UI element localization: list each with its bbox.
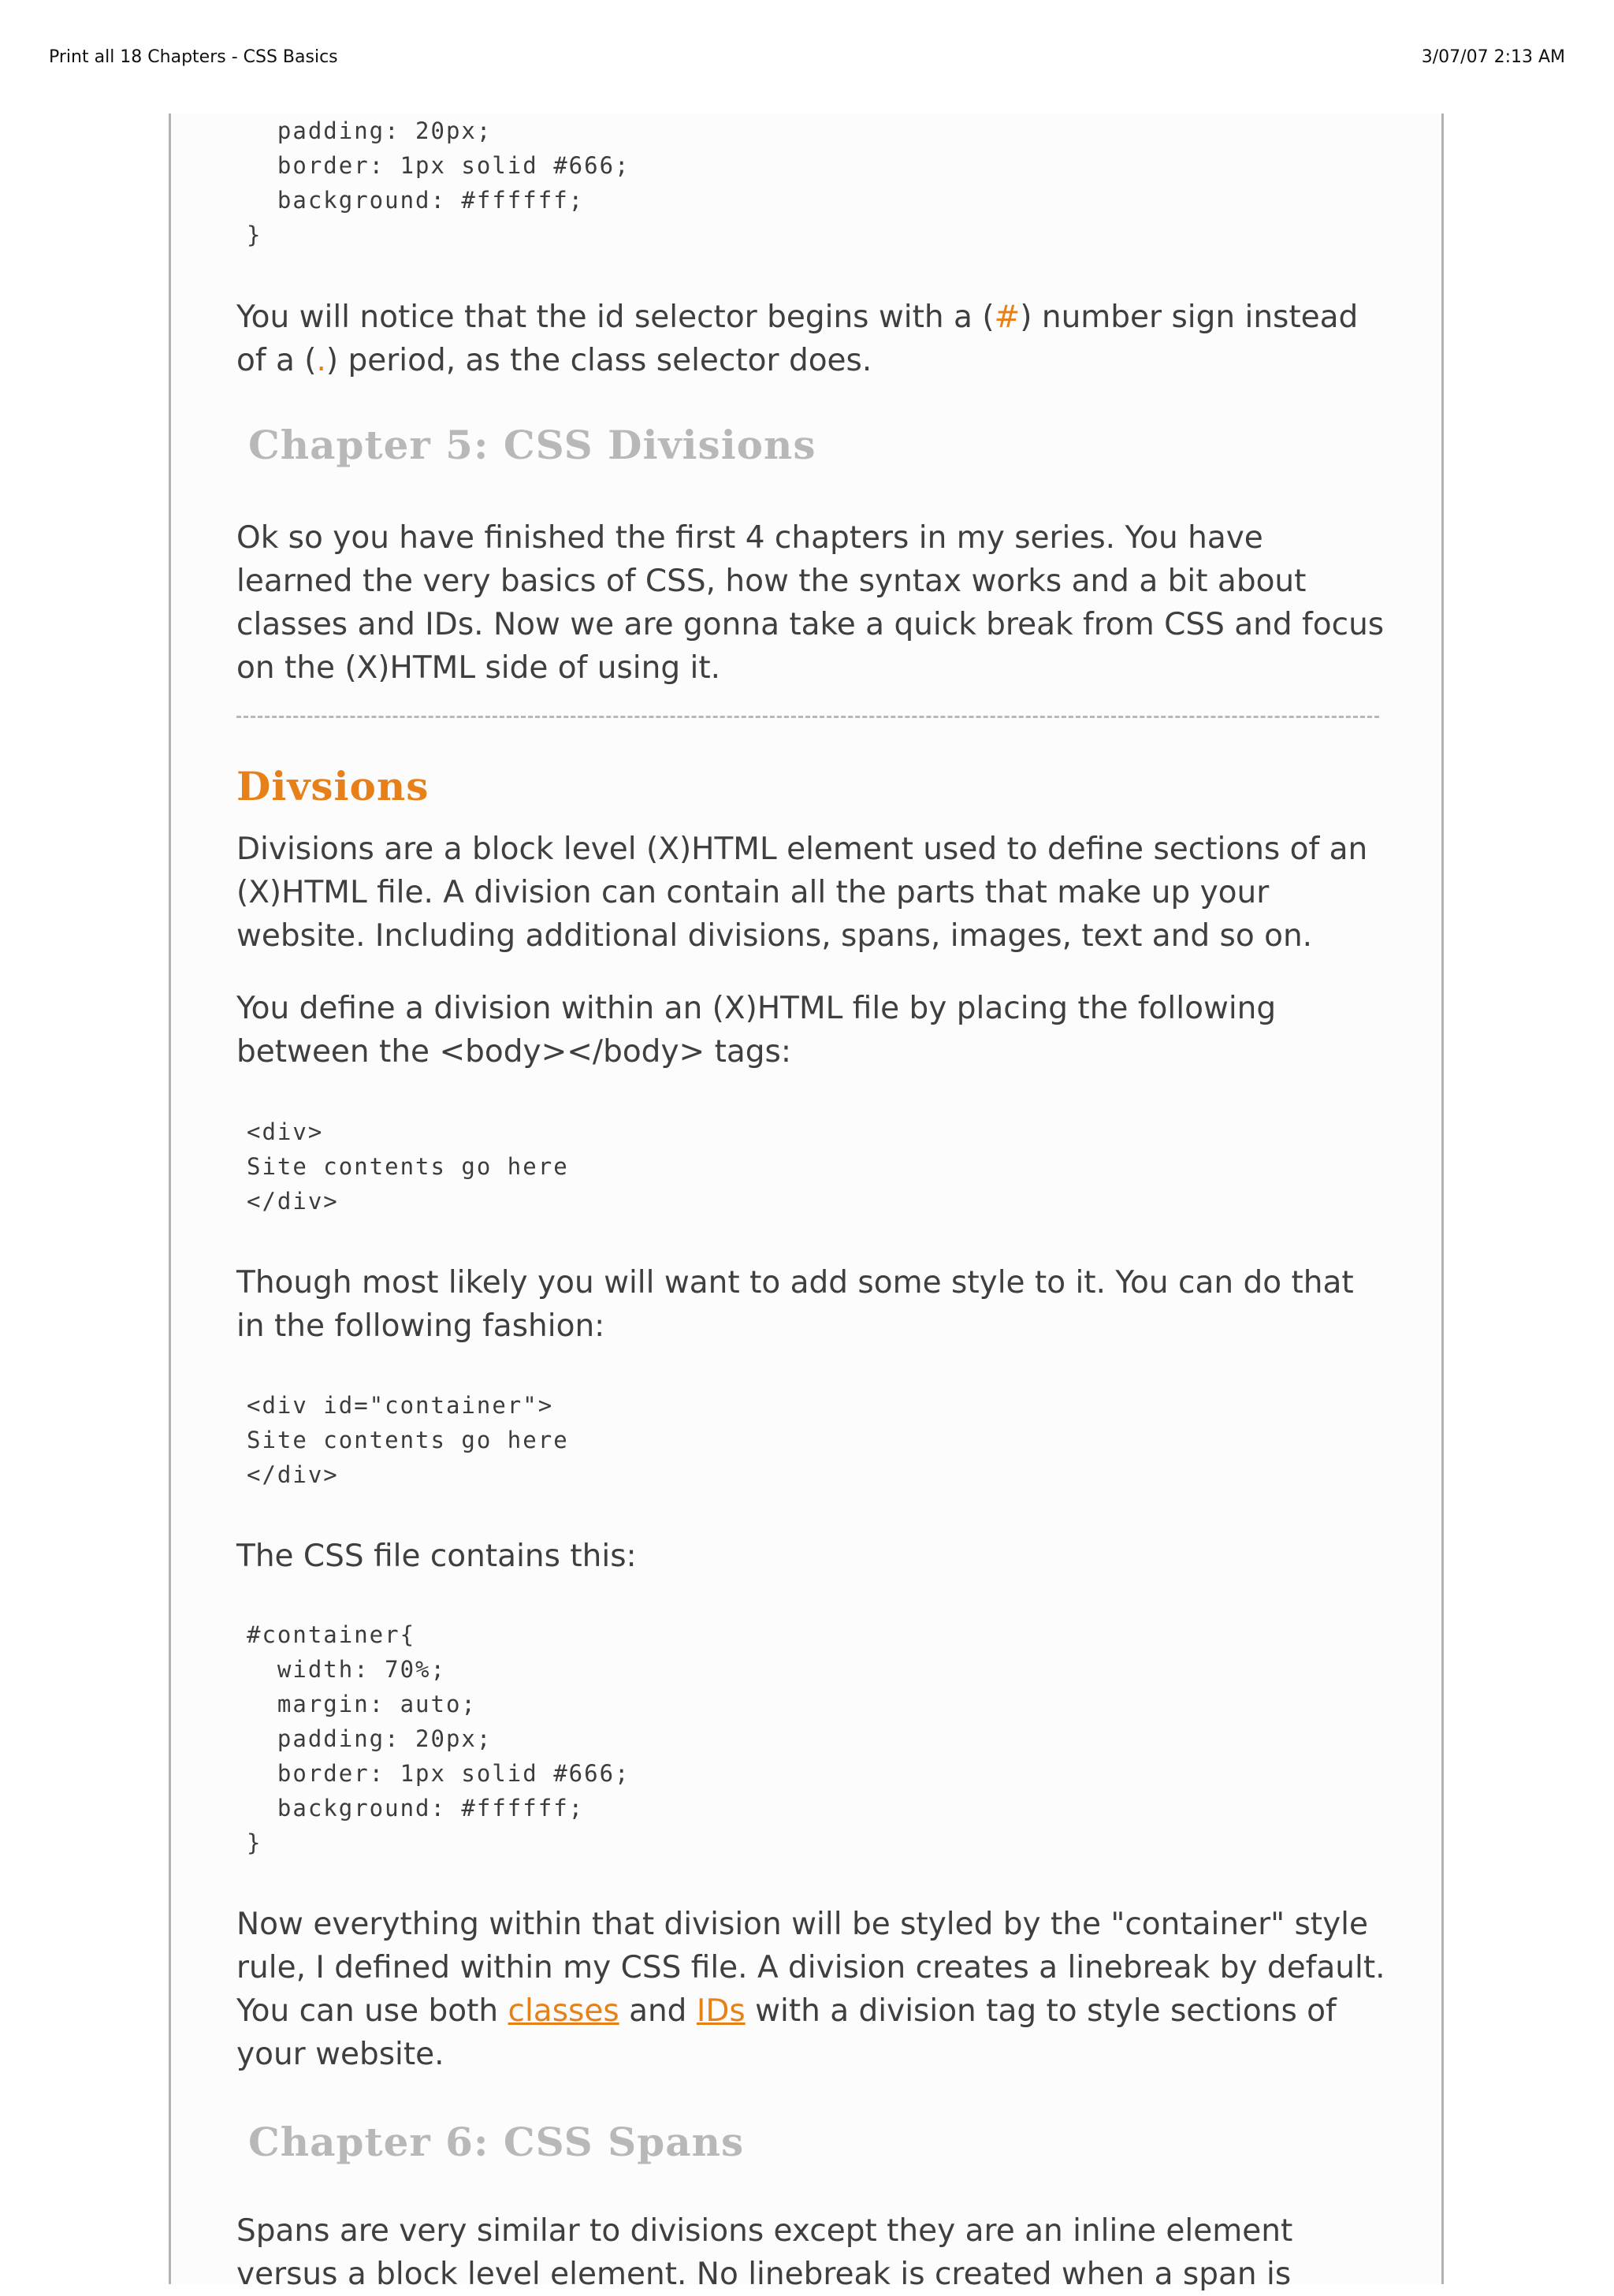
ids-link[interactable]: IDs <box>696 1993 746 2029</box>
code-block-top: padding: 20px; border: 1px solid #666; background: #ffffff; } <box>247 117 630 248</box>
paragraph-id-selector-part2: ) number sign instead of a ( <box>236 300 1359 378</box>
hash-symbol: # <box>994 300 1021 335</box>
paragraph-styled-part2: and <box>619 1993 697 2029</box>
classes-link[interactable]: classes <box>508 1993 619 2029</box>
dashed-divider <box>236 716 1379 718</box>
period-symbol: . <box>316 343 326 378</box>
paragraph-divisions-definition: Divisions are a block level (X)HTML element used to define sections of an (X)HTML file. A division can contain all the parts that make up your website. Including additional divisions, spans, images, text and so on. <box>236 832 1368 954</box>
paragraph-spans: Spans are very similar to divisions except they are an inline element versus a block level element. No linebreak is created when a span is <box>236 2213 1293 2292</box>
divisions-heading: Divsions <box>236 763 430 809</box>
chapter-5-heading: Chapter 5: CSS Divisions <box>248 422 816 468</box>
code-block-css-container: #container{ width: 70%; margin: auto; padding: 20px; border: 1px solid #666; background: #ffffff; } <box>247 1621 630 1856</box>
paragraph-styled-part3: with a division tag to style sections of your website. <box>236 1993 1337 2072</box>
paragraph-id-selector-part1: You will notice that the id selector begins with a ( <box>236 300 995 335</box>
print-datetime: 3/07/07 2:13 AM <box>1421 47 1565 67</box>
paragraph-styled-part1: Now everything within that division will be styled by the "container" style rule, I defined within my CSS file. A division creates a linebreak by default. You can use both <box>236 1907 1385 2029</box>
paragraph-id-selector-part3: ) period, as the class selector does. <box>325 343 872 378</box>
chapter-6-heading: Chapter 6: CSS Spans <box>248 2119 745 2165</box>
paragraph-define-division: You define a division within an (X)HTML file by placing the following between the <body></body> tags: <box>236 991 1277 1070</box>
paragraph-chapter5-intro: Ok so you have finished the first 4 chapters in my series. You have learned the very basics of CSS, how the syntax works and a bit about classes and IDs. Now we are gonna take a quick break from CSS and focus on the (X)HTML side of using it. <box>236 520 1385 686</box>
print-title: Print all 18 Chapters - CSS Basics <box>49 47 338 67</box>
paragraph-styled-division <box>236 1903 1387 2076</box>
paragraph-id-selector <box>236 296 1387 382</box>
code-block-div-basic: <div> Site contents go here </div> <box>247 1118 569 1215</box>
paragraph-css-file: The CSS file contains this: <box>236 1539 637 1574</box>
print-header <box>49 47 1565 71</box>
paragraph-add-style: Though most likely you will want to add some style to it. You can do that in the following fashion: <box>236 1265 1354 1344</box>
code-block-div-id: <div id="container"> Site contents go here </div> <box>247 1392 569 1488</box>
